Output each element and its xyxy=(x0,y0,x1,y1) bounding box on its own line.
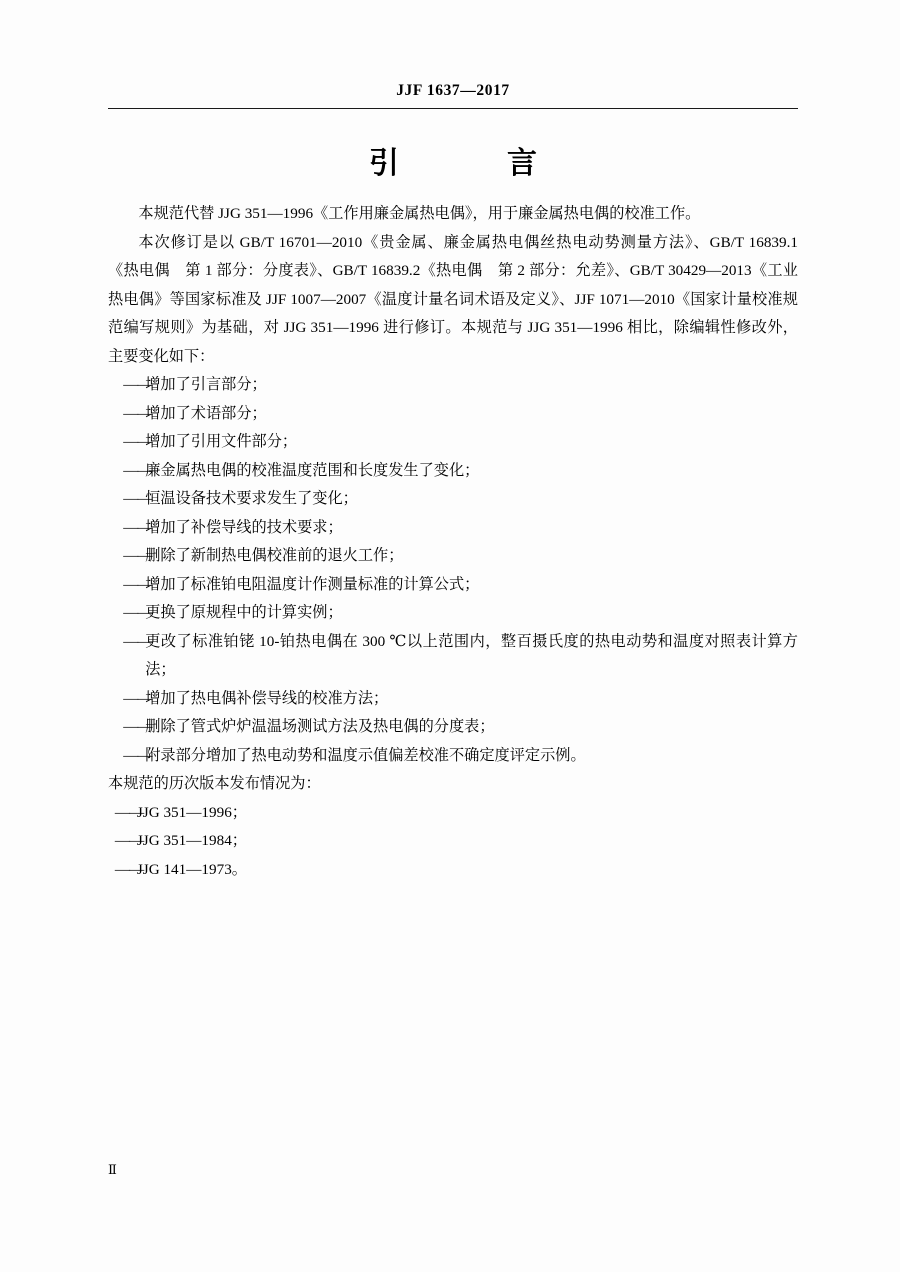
list-item xyxy=(108,371,798,400)
page-number: Ⅱ xyxy=(108,1162,117,1177)
changes-list xyxy=(108,371,798,770)
list-item xyxy=(108,457,798,486)
list-item xyxy=(108,856,798,885)
list-item xyxy=(108,571,798,600)
dash-marker: —— xyxy=(123,433,152,450)
dash-marker: —— xyxy=(123,376,152,393)
list-item-label: 增加了术语部分； xyxy=(145,404,267,422)
dash-marker: —— xyxy=(114,832,144,849)
paragraph-2: 本次修订是以 GB/T 16701—2010《贵金属、廉金属热电偶丝热电动势测量方法》、GB/T 16839.1《热电偶 第 1 部分：分度表》、GB/T 16839.2《热电偶 第 2 部分：允差》、GB/T 30429—2013《工业热电偶》等国家标准及 JJF 1007—2007《温度计量名词术语及定义》、JJF 1071—2010《国家计量校准规范编写规则》为基础，对 JJG 351—1996 进行修订。本规范与 JJG 351—1996 相比，除编辑性修改外，主要变化如下： xyxy=(108,233,798,365)
list-item-label: 恒温设备技术要求发生了变化； xyxy=(145,490,358,507)
list-item-label: 更换了原规程中的计算实例； xyxy=(145,604,343,621)
list-item-label: 廉金属热电偶的校准温度范围和长度发生了变化； xyxy=(145,461,480,479)
dash-marker: —— xyxy=(114,860,144,878)
list-item-label: 增加了引用文件部分； xyxy=(145,433,298,450)
dash-marker: —— xyxy=(123,689,152,707)
list-item xyxy=(108,400,798,429)
history-versions-list xyxy=(108,799,798,885)
dash-marker: —— xyxy=(123,518,152,536)
dash-marker: —— xyxy=(123,461,152,479)
dash-marker: —— xyxy=(123,632,152,650)
list-item-label: JJG 351—1996； xyxy=(136,803,247,821)
history-intro: 本规范的历次版本发布情况为： xyxy=(108,775,321,792)
dash-marker: —— xyxy=(123,490,152,507)
dash-marker: —— xyxy=(123,746,152,764)
page-content xyxy=(108,0,798,1272)
body-text xyxy=(108,200,798,884)
dash-marker: —— xyxy=(123,718,152,735)
list-item-label: JJG 351—1984； xyxy=(136,832,247,849)
dash-marker: —— xyxy=(114,803,144,821)
list-item xyxy=(108,428,798,457)
list-item-label: 附录部分增加了热电动势和温度示值偏差校准不确定度评定示例。 xyxy=(145,746,586,764)
list-item xyxy=(108,799,798,828)
list-item xyxy=(108,599,798,628)
list-item xyxy=(108,742,798,771)
list-item xyxy=(108,713,798,742)
dash-marker: —— xyxy=(123,547,152,564)
page-header-standard-code: JJF 1637—2017 xyxy=(396,82,510,99)
dash-marker: —— xyxy=(123,575,152,593)
list-item-label: 增加了热电偶补偿导线的校准方法； xyxy=(145,689,389,707)
list-item-label: 增加了引言部分； xyxy=(145,376,267,393)
list-item xyxy=(108,685,798,714)
dash-marker: —— xyxy=(123,404,152,422)
list-item-label: 更改了标准铂铑 10-铂热电偶在 300 ℃以上范围内，整百摄氏度的热电动势和温度对照表计算方法； xyxy=(145,632,798,678)
list-item-label: 删除了新制热电偶校准前的退火工作； xyxy=(145,547,404,564)
list-item xyxy=(108,827,798,856)
dash-marker: —— xyxy=(123,604,152,621)
list-item xyxy=(108,514,798,543)
list-item xyxy=(108,485,798,514)
list-item-label: 删除了管式炉炉温温场测试方法及热电偶的分度表； xyxy=(145,718,495,735)
paragraph-1: 本规范代替 JJG 351—1996《工作用廉金属热电偶》，用于廉金属热电偶的校准工作。 xyxy=(138,205,701,222)
header-divider xyxy=(108,108,798,109)
page-title: 引 言 xyxy=(369,147,553,180)
list-item xyxy=(108,542,798,571)
list-item xyxy=(108,628,798,685)
list-item-label: JJG 141—1973。 xyxy=(136,860,247,878)
list-item-label: 增加了补偿导线的技术要求； xyxy=(145,518,343,536)
list-item-label: 增加了标准铂电阻温度计作测量标准的计算公式； xyxy=(145,575,480,593)
